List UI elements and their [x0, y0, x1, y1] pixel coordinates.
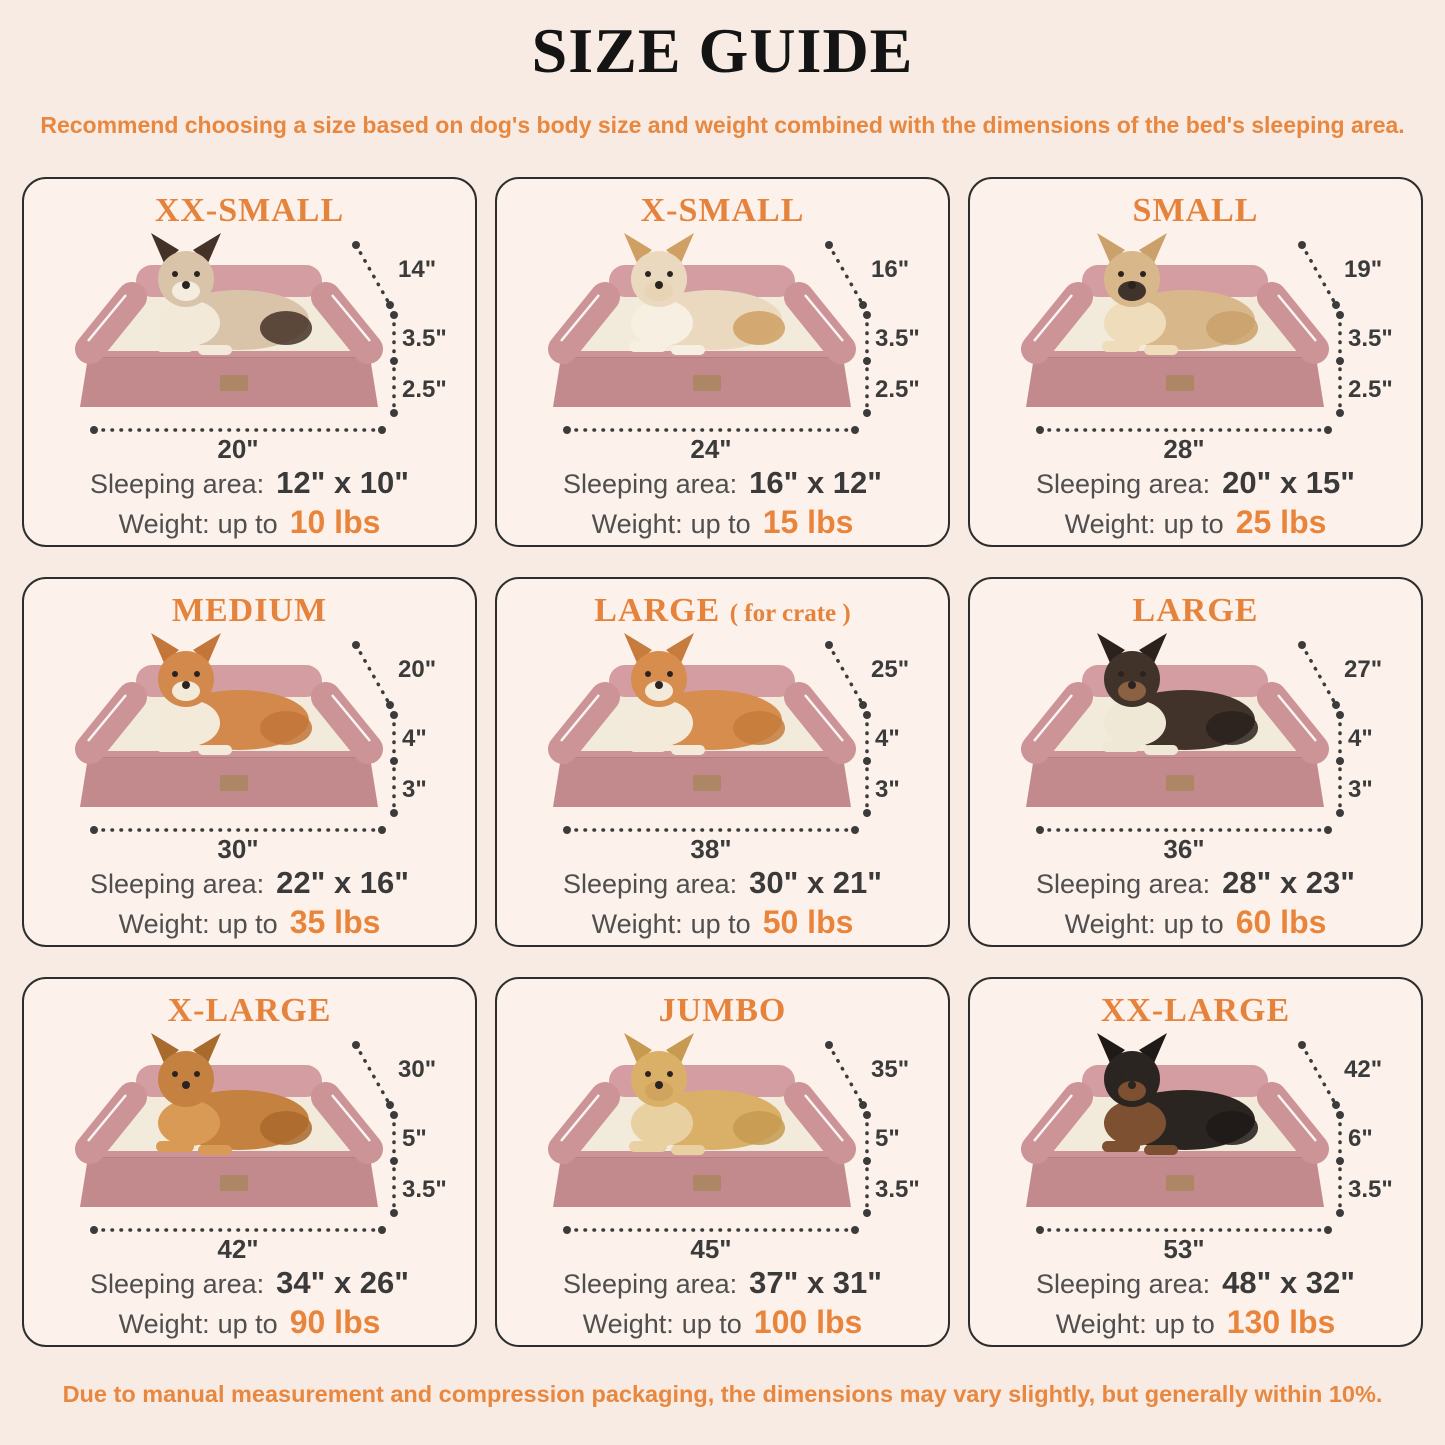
weight-value: 50 lbs — [762, 904, 854, 940]
sleeping-area-line — [24, 465, 475, 501]
sleeping-area-value: 30" x 21" — [749, 865, 882, 900]
bed-illustration — [980, 225, 1415, 463]
size-card — [968, 177, 1423, 547]
bed-illustration — [980, 625, 1415, 863]
weight-label: Weight: — [591, 509, 683, 539]
footer-note: Due to manual measurement and compression packaging, the dimensions may vary slightly, but generally within 10%. — [62, 1381, 1383, 1407]
bed-illustration — [980, 1025, 1415, 1263]
bed-illustration — [34, 1025, 469, 1263]
size-card — [495, 577, 950, 947]
dim-bolster-height-label: 3.5" — [402, 325, 447, 352]
dim-bolster-height-label: 3.5" — [875, 325, 920, 352]
weight-line — [24, 1304, 475, 1341]
dim-length-label: 42" — [217, 1234, 259, 1263]
dim-base-height-label: 2.5" — [1348, 376, 1393, 403]
sleeping-area-label: Sleeping area: — [563, 1269, 738, 1299]
sleeping-area-value: 16" x 12" — [749, 465, 882, 500]
sleeping-area-value: 20" x 15" — [1222, 465, 1355, 500]
bed-illustration — [507, 625, 942, 863]
size-card — [968, 577, 1423, 947]
sleeping-area-value: 48" x 32" — [1222, 1265, 1355, 1300]
weight-line — [970, 904, 1421, 941]
weight-upto-label: up to — [217, 909, 278, 939]
dim-length-label: 36" — [1163, 834, 1205, 863]
sleeping-area-label: Sleeping area: — [90, 469, 265, 499]
dim-length-label: 24" — [690, 434, 732, 463]
weight-value: 90 lbs — [289, 1304, 381, 1340]
size-name: XX-LARGE — [1100, 992, 1291, 1029]
dim-base-height-label: 2.5" — [402, 376, 447, 403]
size-card — [22, 977, 477, 1347]
sleeping-area-line — [497, 465, 948, 501]
sleeping-area-line — [970, 465, 1421, 501]
weight-value: 60 lbs — [1235, 904, 1327, 940]
dim-base-height-label: 3.5" — [875, 1176, 920, 1203]
sleeping-area-line — [24, 865, 475, 901]
dim-bolster-height-label: 4" — [402, 725, 427, 752]
size-guide-subtitle: Recommend choosing a size based on dog's body size and weight combined with the dimensions of the bed's sleeping area. — [40, 112, 1405, 138]
sleeping-area-label: Sleeping area: — [90, 1269, 265, 1299]
dim-top-width-label: 25" — [871, 656, 910, 683]
weight-value: 35 lbs — [289, 904, 381, 940]
dim-top-width-label: 14" — [398, 256, 437, 283]
weight-upto-label: up to — [217, 1309, 278, 1339]
dim-base-height-label: 3" — [875, 776, 900, 803]
weight-label: Weight: — [118, 909, 210, 939]
sleeping-area-line — [497, 1265, 948, 1301]
bed-illustration — [507, 225, 942, 463]
weight-label: Weight: — [1064, 509, 1156, 539]
weight-label: Weight: — [1055, 1309, 1147, 1339]
dim-top-width-label: 30" — [398, 1056, 437, 1083]
sleeping-area-line — [24, 1265, 475, 1301]
weight-line — [24, 904, 475, 941]
sleeping-area-label: Sleeping area: — [90, 869, 265, 899]
sleeping-area-value: 37" x 31" — [749, 1265, 882, 1300]
dim-base-height-label: 3" — [402, 776, 427, 803]
weight-upto-label: up to — [1163, 909, 1224, 939]
weight-upto-label: up to — [217, 509, 278, 539]
weight-upto-label: up to — [1154, 1309, 1215, 1339]
sleeping-area-line — [970, 1265, 1421, 1301]
dim-top-width-label: 19" — [1344, 256, 1383, 283]
weight-line — [970, 504, 1421, 541]
dim-length-label: 30" — [217, 834, 259, 863]
dim-length-label: 45" — [690, 1234, 732, 1263]
sleeping-area-line — [497, 865, 948, 901]
weight-value: 10 lbs — [289, 504, 381, 540]
weight-value: 15 lbs — [762, 504, 854, 540]
sleeping-area-label: Sleeping area: — [1036, 869, 1211, 899]
sleeping-area-value: 28" x 23" — [1222, 865, 1355, 900]
sleeping-area-value: 34" x 26" — [276, 1265, 409, 1300]
sleeping-area-label: Sleeping area: — [1036, 469, 1211, 499]
weight-line — [497, 1304, 948, 1341]
size-card — [495, 977, 950, 1347]
weight-value: 25 lbs — [1235, 504, 1327, 540]
weight-label: Weight: — [582, 1309, 674, 1339]
sleeping-area-label: Sleeping area: — [563, 469, 738, 499]
dim-length-label: 53" — [1163, 1234, 1205, 1263]
weight-value: 130 lbs — [1226, 1304, 1336, 1340]
bed-illustration — [507, 1025, 942, 1263]
size-card — [22, 177, 477, 547]
weight-label: Weight: — [1064, 909, 1156, 939]
size-name: JUMBO — [658, 992, 787, 1029]
size-note: ( for crate ) — [729, 600, 851, 627]
dim-bolster-height-label: 4" — [1348, 725, 1373, 752]
size-name: XX-SMALL — [154, 192, 345, 229]
sleeping-area-label: Sleeping area: — [1036, 1269, 1211, 1299]
bed-illustration — [34, 625, 469, 863]
dim-top-width-label: 20" — [398, 656, 437, 683]
size-name: X-SMALL — [640, 192, 805, 229]
bed-illustration — [34, 225, 469, 463]
dim-top-width-label: 16" — [871, 256, 910, 283]
dim-bolster-height-label: 3.5" — [1348, 325, 1393, 352]
dim-base-height-label: 3" — [1348, 776, 1373, 803]
sleeping-area-line — [970, 865, 1421, 901]
dim-bolster-height-label: 5" — [875, 1125, 900, 1152]
weight-label: Weight: — [118, 509, 210, 539]
size-card — [495, 177, 950, 547]
weight-upto-label: up to — [681, 1309, 742, 1339]
size-guide-title: SIZE GUIDE — [531, 15, 914, 86]
weight-label: Weight: — [118, 1309, 210, 1339]
dim-length-label: 20" — [217, 434, 259, 463]
dim-bolster-height-label: 6" — [1348, 1125, 1373, 1152]
size-name: LARGE — [1132, 592, 1259, 629]
weight-line — [497, 504, 948, 541]
dim-bolster-height-label: 5" — [402, 1125, 427, 1152]
weight-upto-label: up to — [690, 909, 751, 939]
weight-line — [970, 1304, 1421, 1341]
size-name: SMALL — [1132, 192, 1259, 229]
weight-line — [497, 904, 948, 941]
sleeping-area-value: 22" x 16" — [276, 865, 409, 900]
size-card — [22, 577, 477, 947]
sleeping-area-value: 12" x 10" — [276, 465, 409, 500]
dim-base-height-label: 2.5" — [875, 376, 920, 403]
dim-top-width-label: 35" — [871, 1056, 910, 1083]
dim-top-width-label: 27" — [1344, 656, 1383, 683]
weight-line — [24, 504, 475, 541]
dim-length-label: 28" — [1163, 434, 1205, 463]
dim-top-width-label: 42" — [1344, 1056, 1383, 1083]
size-name: MEDIUM — [171, 592, 328, 629]
size-name: LARGE — [594, 592, 721, 629]
sleeping-area-label: Sleeping area: — [563, 869, 738, 899]
weight-value: 100 lbs — [753, 1304, 863, 1340]
dim-base-height-label: 3.5" — [402, 1176, 447, 1203]
weight-upto-label: up to — [1163, 509, 1224, 539]
size-card — [968, 977, 1423, 1347]
dim-length-label: 38" — [690, 834, 732, 863]
dim-bolster-height-label: 4" — [875, 725, 900, 752]
dim-base-height-label: 3.5" — [1348, 1176, 1393, 1203]
weight-label: Weight: — [591, 909, 683, 939]
weight-upto-label: up to — [690, 509, 751, 539]
size-name: X-LARGE — [167, 992, 332, 1029]
size-cards-grid — [22, 177, 1423, 1347]
